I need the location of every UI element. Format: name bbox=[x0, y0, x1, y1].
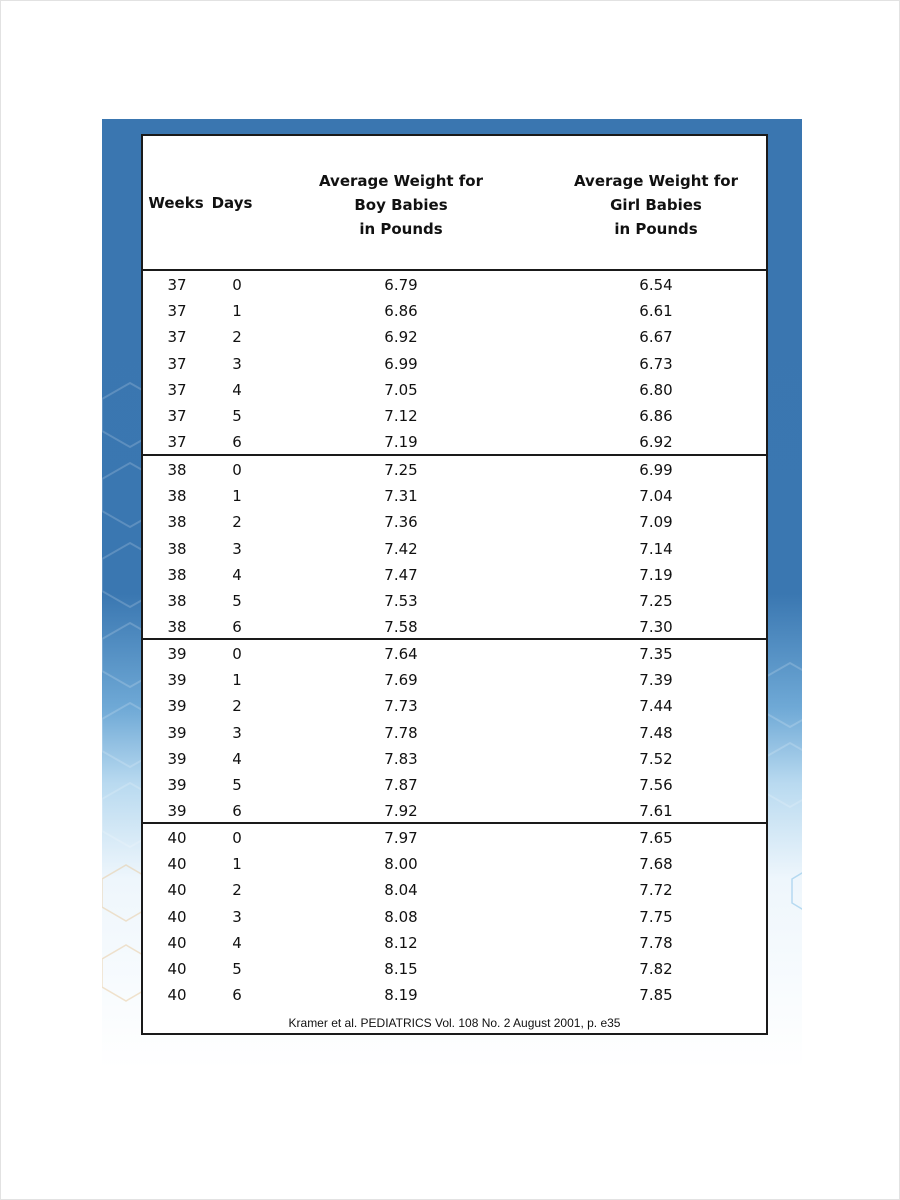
week-cell: 39 bbox=[167, 671, 187, 690]
week-cell: 38 bbox=[167, 461, 187, 479]
week-cell: 39 bbox=[167, 645, 187, 663]
boy-weight-cell: 8.04 bbox=[384, 881, 418, 900]
day-cell: 3 bbox=[232, 354, 242, 373]
day-cell: 4 bbox=[232, 749, 242, 768]
day-cell: 1 bbox=[232, 487, 242, 506]
girl-weight-cell: 7.82 bbox=[639, 959, 673, 978]
table-row bbox=[143, 745, 766, 771]
girl-weight-cell: 7.65 bbox=[639, 829, 673, 847]
table-row bbox=[143, 323, 766, 349]
boy-weight-cell: 8.15 bbox=[384, 959, 418, 978]
week-cell: 38 bbox=[167, 565, 187, 584]
day-cell: 4 bbox=[232, 933, 242, 952]
table-row bbox=[143, 508, 766, 534]
citation: Kramer et al. PEDIATRICS Vol. 108 No. 2 August 2001, p. e35 bbox=[288, 1016, 621, 1030]
week-cell: 38 bbox=[167, 487, 187, 506]
girl-weight-cell: 6.86 bbox=[639, 406, 673, 425]
boy-weight-cell: 7.97 bbox=[384, 829, 418, 847]
boy-header-line-3: in Pounds bbox=[359, 220, 443, 238]
girl-weight-cell: 6.99 bbox=[639, 461, 673, 479]
boy-weight-cell: 7.87 bbox=[384, 775, 418, 794]
girl-weight-cell: 7.14 bbox=[639, 539, 673, 558]
day-cell: 3 bbox=[232, 723, 242, 742]
girl-weight-cell: 6.73 bbox=[639, 354, 673, 373]
girl-weight-cell: 7.61 bbox=[639, 802, 673, 821]
table-row bbox=[143, 929, 766, 955]
boy-header-line-1: Average Weight for bbox=[318, 172, 484, 190]
boy-weight-cell: 6.99 bbox=[384, 354, 418, 373]
girl-weight-cell: 6.67 bbox=[639, 328, 673, 347]
week-cell: 39 bbox=[167, 802, 187, 821]
girl-weight-header bbox=[568, 169, 744, 241]
day-cell: 2 bbox=[232, 328, 242, 347]
week-group bbox=[143, 271, 766, 454]
week-cell: 38 bbox=[167, 513, 187, 532]
boy-weight-cell: 7.12 bbox=[384, 406, 418, 425]
week-group bbox=[143, 638, 766, 823]
day-cell: 0 bbox=[232, 829, 242, 847]
day-cell: 4 bbox=[232, 380, 242, 399]
week-cell: 38 bbox=[167, 539, 187, 558]
boy-weight-cell: 7.47 bbox=[384, 565, 418, 584]
boy-weight-cell: 7.05 bbox=[384, 380, 418, 399]
week-cell: 39 bbox=[167, 775, 187, 794]
boy-weight-cell: 7.73 bbox=[384, 697, 418, 716]
week-cell: 40 bbox=[167, 986, 187, 1005]
girl-weight-cell: 7.30 bbox=[639, 618, 673, 637]
week-cell: 37 bbox=[167, 380, 187, 399]
boy-weight-cell: 8.19 bbox=[384, 986, 418, 1005]
day-cell: 0 bbox=[232, 645, 242, 663]
week-cell: 38 bbox=[167, 618, 187, 637]
weeks-header: Weeks bbox=[148, 194, 204, 212]
table-row bbox=[143, 719, 766, 745]
table-row bbox=[143, 640, 766, 666]
day-cell: 3 bbox=[232, 539, 242, 558]
days-header: Days bbox=[211, 194, 253, 212]
week-cell: 39 bbox=[167, 723, 187, 742]
boy-weight-cell: 7.64 bbox=[384, 645, 418, 663]
table-row bbox=[143, 955, 766, 981]
girl-weight-cell: 6.54 bbox=[639, 276, 673, 294]
table-row bbox=[143, 350, 766, 376]
day-cell: 2 bbox=[232, 697, 242, 716]
week-cell: 40 bbox=[167, 907, 187, 926]
table-row bbox=[143, 587, 766, 613]
girl-weight-cell: 7.09 bbox=[639, 513, 673, 532]
boy-weight-cell: 7.53 bbox=[384, 591, 418, 610]
boy-weight-cell: 6.86 bbox=[384, 302, 418, 321]
week-cell: 38 bbox=[167, 591, 187, 610]
girl-weight-cell: 7.56 bbox=[639, 775, 673, 794]
table-row bbox=[143, 271, 766, 297]
boy-weight-cell: 7.78 bbox=[384, 723, 418, 742]
week-cell: 37 bbox=[167, 276, 187, 294]
week-cell: 37 bbox=[167, 433, 187, 452]
table-row bbox=[143, 613, 766, 639]
table-row bbox=[143, 797, 766, 823]
girl-weight-cell: 7.39 bbox=[639, 671, 673, 690]
boy-weight-cell: 6.92 bbox=[384, 328, 418, 347]
table-row bbox=[143, 666, 766, 692]
week-cell: 37 bbox=[167, 302, 187, 321]
table-row bbox=[143, 561, 766, 587]
table-row bbox=[143, 297, 766, 323]
girl-weight-cell: 7.78 bbox=[639, 933, 673, 952]
day-cell: 5 bbox=[232, 591, 242, 610]
girl-weight-cell: 7.04 bbox=[639, 487, 673, 506]
boy-weight-header bbox=[313, 169, 489, 241]
table-row bbox=[143, 376, 766, 402]
girl-weight-cell: 7.68 bbox=[639, 855, 673, 874]
girl-weight-cell: 6.61 bbox=[639, 302, 673, 321]
girl-weight-cell: 6.92 bbox=[639, 433, 673, 452]
boy-header-line-2: Boy Babies bbox=[354, 196, 448, 214]
table-row bbox=[143, 903, 766, 929]
day-cell: 5 bbox=[232, 775, 242, 794]
week-cell: 40 bbox=[167, 933, 187, 952]
girl-weight-cell: 7.44 bbox=[639, 697, 673, 716]
day-cell: 1 bbox=[232, 302, 242, 321]
girl-weight-cell: 7.25 bbox=[639, 591, 673, 610]
table-row bbox=[143, 535, 766, 561]
table-row bbox=[143, 824, 766, 850]
boy-weight-cell: 8.12 bbox=[384, 933, 418, 952]
table-row bbox=[143, 482, 766, 508]
boy-weight-cell: 7.83 bbox=[384, 749, 418, 768]
week-cell: 40 bbox=[167, 959, 187, 978]
boy-weight-cell: 7.42 bbox=[384, 539, 418, 558]
day-cell: 6 bbox=[232, 433, 242, 452]
day-cell: 2 bbox=[232, 513, 242, 532]
table-row bbox=[143, 850, 766, 876]
boy-weight-cell: 7.31 bbox=[384, 487, 418, 506]
table-row bbox=[143, 771, 766, 797]
day-cell: 3 bbox=[232, 907, 242, 926]
girl-weight-cell: 7.35 bbox=[639, 645, 673, 663]
boy-weight-cell: 7.92 bbox=[384, 802, 418, 821]
weight-table bbox=[141, 134, 768, 1035]
girl-weight-cell: 7.75 bbox=[639, 907, 673, 926]
boy-weight-cell: 7.19 bbox=[384, 433, 418, 452]
day-cell: 6 bbox=[232, 618, 242, 637]
day-cell: 6 bbox=[232, 986, 242, 1005]
day-cell: 0 bbox=[232, 461, 242, 479]
day-cell: 6 bbox=[232, 802, 242, 821]
girl-header-line-2: Girl Babies bbox=[610, 196, 702, 214]
girl-header-line-3: in Pounds bbox=[614, 220, 698, 238]
girl-header-line-1: Average Weight for bbox=[573, 172, 739, 190]
day-cell: 4 bbox=[232, 565, 242, 584]
day-cell: 2 bbox=[232, 881, 242, 900]
boy-weight-cell: 6.79 bbox=[384, 276, 418, 294]
girl-weight-cell: 7.72 bbox=[639, 881, 673, 900]
table-row bbox=[143, 428, 766, 454]
table-row bbox=[143, 692, 766, 718]
day-cell: 5 bbox=[232, 959, 242, 978]
boy-weight-cell: 7.25 bbox=[384, 461, 418, 479]
table-row bbox=[143, 402, 766, 428]
boy-weight-cell: 8.00 bbox=[384, 855, 418, 874]
week-group bbox=[143, 454, 766, 639]
week-cell: 37 bbox=[167, 406, 187, 425]
girl-weight-cell: 7.85 bbox=[639, 986, 673, 1005]
day-cell: 0 bbox=[232, 276, 242, 294]
girl-weight-cell: 7.19 bbox=[639, 565, 673, 584]
day-cell: 1 bbox=[232, 855, 242, 874]
week-cell: 39 bbox=[167, 697, 187, 716]
table-row bbox=[143, 456, 766, 482]
day-cell: 1 bbox=[232, 671, 242, 690]
girl-weight-cell: 7.52 bbox=[639, 749, 673, 768]
week-cell: 37 bbox=[167, 328, 187, 347]
girl-weight-cell: 6.80 bbox=[639, 380, 673, 399]
boy-weight-cell: 7.69 bbox=[384, 671, 418, 690]
week-cell: 40 bbox=[167, 881, 187, 900]
table-row bbox=[143, 981, 766, 1007]
table-row bbox=[143, 876, 766, 902]
girl-weight-cell: 7.48 bbox=[639, 723, 673, 742]
week-group bbox=[143, 822, 766, 1007]
week-cell: 39 bbox=[167, 749, 187, 768]
table-header bbox=[143, 136, 766, 271]
day-cell: 5 bbox=[232, 406, 242, 425]
boy-weight-cell: 8.08 bbox=[384, 907, 418, 926]
week-cell: 37 bbox=[167, 354, 187, 373]
week-cell: 40 bbox=[167, 829, 187, 847]
week-cell: 40 bbox=[167, 855, 187, 874]
boy-weight-cell: 7.58 bbox=[384, 618, 418, 637]
boy-weight-cell: 7.36 bbox=[384, 513, 418, 532]
